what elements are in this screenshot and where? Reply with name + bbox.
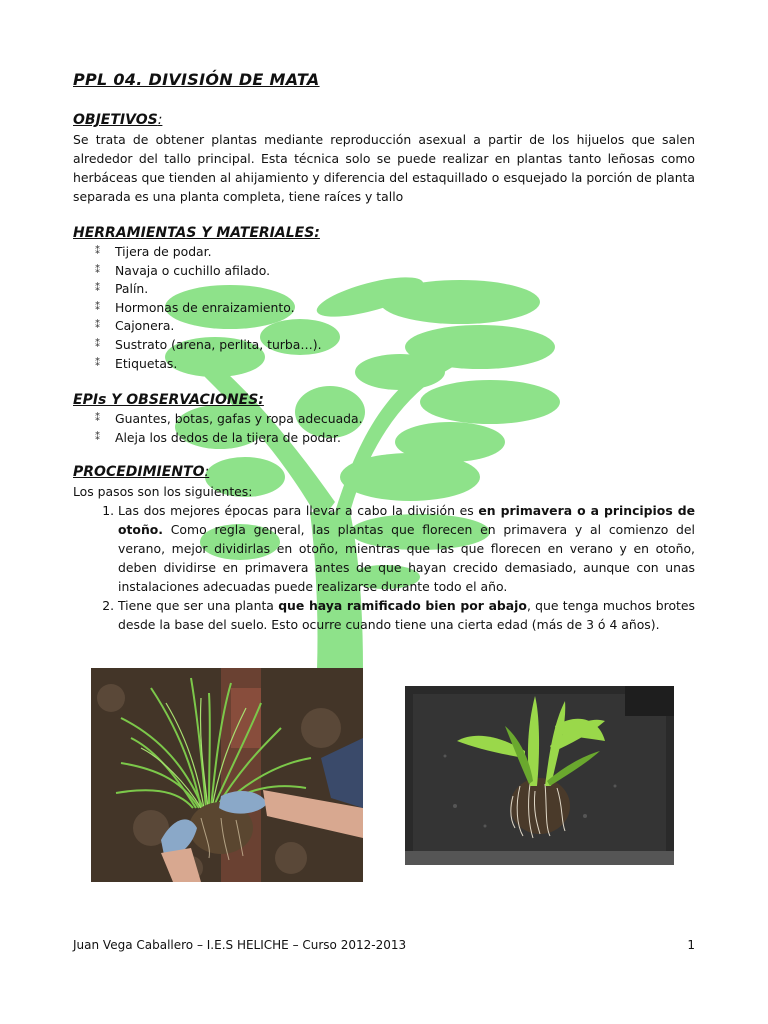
footer-author: Juan Vega Caballero – I.E.S HELICHE – Curso 2012-2013 xyxy=(73,938,407,952)
steps-list xyxy=(73,501,695,634)
step-item: 1. Las dos mejores épocas para llevar a cabo la división es en primavera o a principios de otoño. Como regla general, las plantas que florecen en primavera y al comienzo del verano, mejor dividirlas en otoño, mientras que las que florecen en verano y en otoño, deben dividirse en primavera antes de que hayan crecido demasiado, aunque con unas instalaciones adecuadas puede realizarse durante todo el año. xyxy=(118,501,695,596)
bullet-icon: ⁑ xyxy=(95,357,100,369)
bullet-icon: ⁑ xyxy=(95,338,100,350)
photo-dividing-plant xyxy=(91,668,363,882)
epis-heading: EPIs Y OBSERVACIONES: xyxy=(73,392,264,409)
list-item: ⁑ Tijera de podar. xyxy=(95,243,695,262)
list-item: ⁑ Cajonera. xyxy=(95,317,695,336)
list-item: ⁑ Guantes, botas, gafas y ropa adecuada. xyxy=(95,410,695,429)
list-item: ⁑ Etiquetas. xyxy=(95,355,695,374)
herramientas-list xyxy=(95,243,695,373)
bullet-icon: ⁑ xyxy=(95,301,100,313)
page-number: 1 xyxy=(687,938,695,952)
procedimiento-intro: Los pasos son los siguientes: xyxy=(73,484,253,500)
bullet-icon: ⁑ xyxy=(95,264,100,276)
objetivos-heading: OBJETIVOS: xyxy=(73,112,163,128)
list-item: ⁑ Navaja o cuchillo afilado. xyxy=(95,262,695,281)
procedimiento-heading: PROCEDIMIENTO: xyxy=(73,464,210,481)
page-footer xyxy=(73,938,695,952)
bullet-icon: ⁑ xyxy=(95,246,100,257)
list-item: ⁑ Hormonas de enraizamiento. xyxy=(95,299,695,318)
photo-divided-clump xyxy=(405,686,674,865)
list-item: ⁑ Sustrato (arena, perlita, turba…). xyxy=(95,336,695,355)
bullet-icon: ⁑ xyxy=(95,320,100,332)
document-page xyxy=(73,70,695,634)
objetivos-text: Se trata de obtener plantas mediante reproducción asexual a partir de los hijuelos que salen alrededor del tallo principal. Esta técnica solo se puede realizar en plantas tanto leñosas como herbáceas que tienden al ahijamiento y diferencia del estaquillado o esquejado la porción de planta separada es una planta completa, tiene raíces y tallo xyxy=(73,132,695,204)
epis-list xyxy=(95,410,695,447)
bullet-icon: ⁑ xyxy=(95,283,100,295)
bullet-icon: ⁑ xyxy=(95,431,100,443)
document-title: PPL 04. DIVISIÓN DE MATA xyxy=(73,70,320,89)
step-item: 2. Tiene que ser una planta que haya ramificado bien por abajo, que tenga muchos brotes desde la base del suelo. Esto ocurre cuando tiene una cierta edad (más de 3 ó 4 años). xyxy=(118,596,695,634)
list-item: ⁑ Palín. xyxy=(95,280,695,299)
herramientas-heading: HERRAMIENTAS Y MATERIALES: xyxy=(73,225,320,241)
bullet-icon: ⁑ xyxy=(95,413,100,425)
list-item: ⁑ Aleja los dedos de la tijera de podar. xyxy=(95,429,695,448)
